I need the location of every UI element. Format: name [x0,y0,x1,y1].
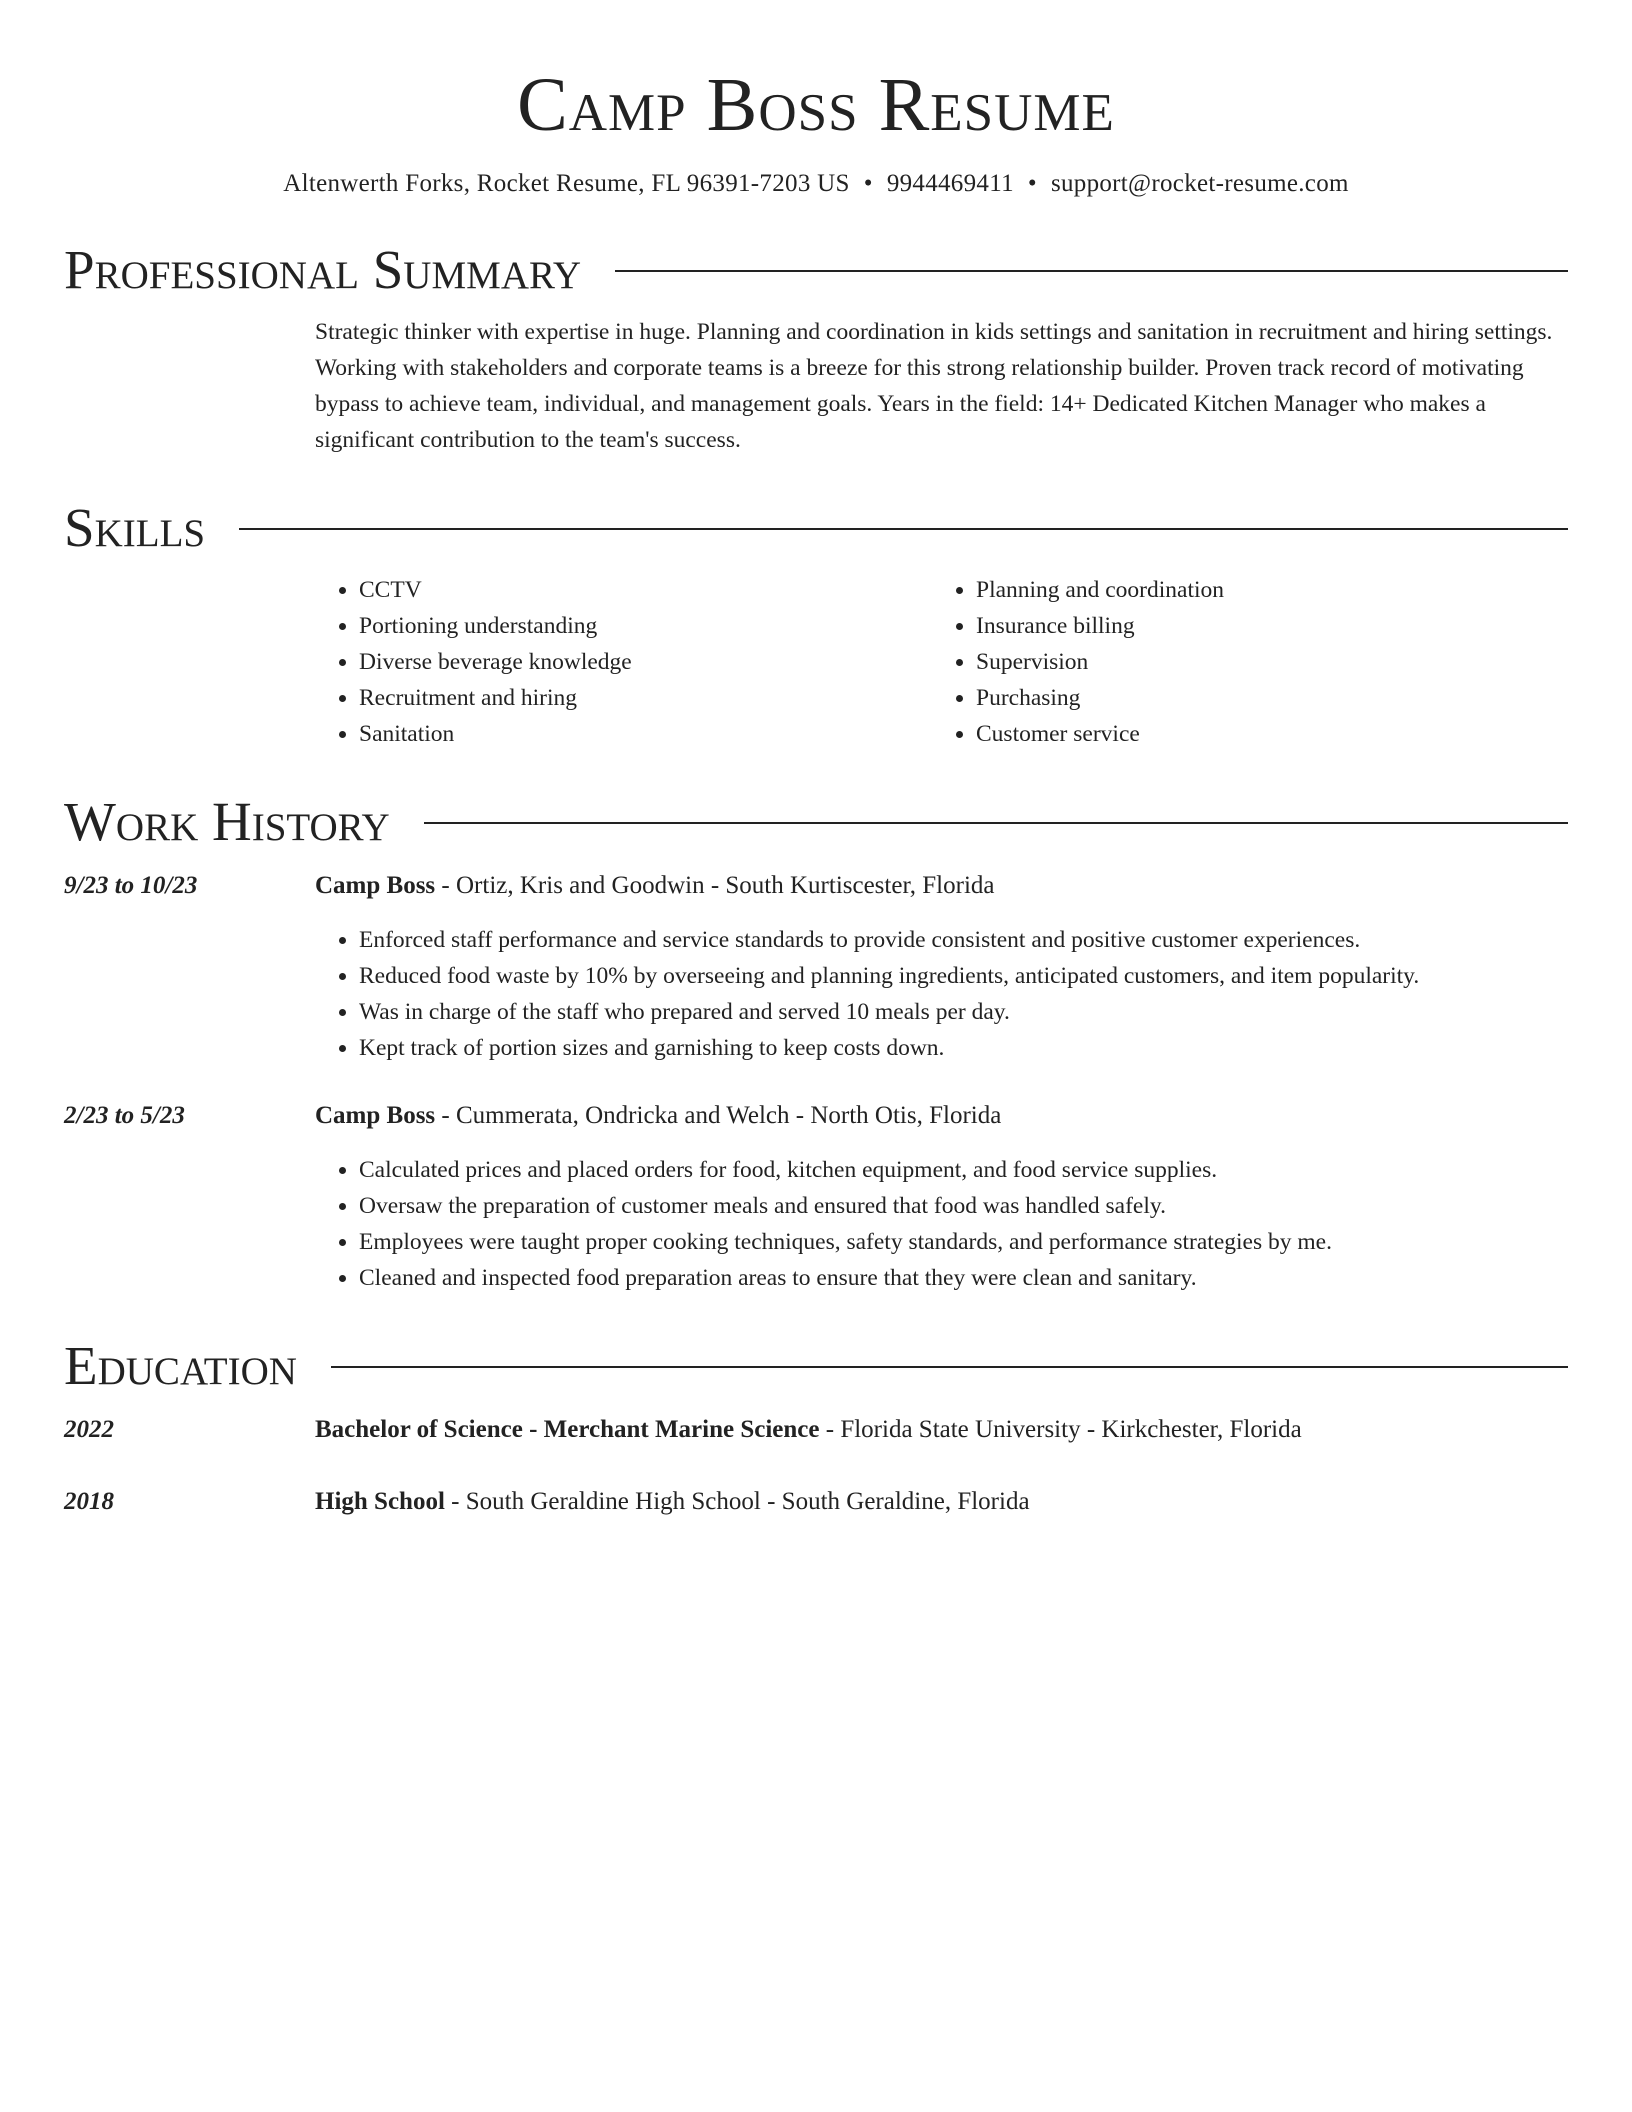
job-bullets [315,1152,1568,1296]
education-degree: Bachelor of Science - Merchant Marine Science [315,1416,820,1443]
summary-section-title: Professional Summary [64,239,582,300]
contact-line [64,168,1568,200]
skill-item: • Planning and coordination [976,572,1224,608]
job-header [64,868,1568,904]
summary-section-header [64,238,1568,302]
work-section-header [64,790,1568,854]
skill-item: • Diverse beverage knowledge [359,644,932,680]
skill-item: • CCTV [359,572,932,608]
section-divider [615,270,1568,272]
skill-item: • Purchasing [976,680,1224,716]
job-position: Camp Boss [315,872,436,899]
skill-item: • Supervision [976,644,1224,680]
section-divider [239,528,1568,530]
section-divider [331,1366,1568,1368]
job-bullet: • Reduced food waste by 10% by overseeing and planning ingredients, anticipated customers, and item popularity. [359,958,1568,994]
job-bullet: • Cleaned and inspected food preparation areas to ensure that they were clean and sanitary. [359,1260,1568,1296]
education-line [315,1484,1030,1520]
skills-list [315,572,1568,752]
education-year: 2022 [64,1416,114,1443]
job-dates: 2/23 to 5/23 [64,1102,185,1129]
education-entry [64,1412,1568,1448]
skills-column-1 [315,572,932,752]
contact-email: support@rocket-resume.com [1050,170,1349,197]
job-bullet: • Employees were taught proper cooking techniques, safety standards, and performance strategies by me. [359,1224,1568,1260]
skill-item: • Customer service [976,716,1224,752]
job-entry [64,868,1568,1066]
education-school: - South Geraldine High School - South Geraldine, Florida [444,1488,1030,1515]
skill-item: • Sanitation [359,716,932,752]
job-employer: - Ortiz, Kris and Goodwin - South Kurtiscester, Florida [435,872,995,899]
skills-column-2 [932,572,1224,752]
education-degree: High School [315,1488,445,1515]
resume-name: Camp Boss Resume [517,63,1115,147]
job-header [64,1098,1568,1134]
job-bullet: • Oversaw the preparation of customer meals and ensured that food was handled safely. [359,1188,1568,1224]
job-title-line [315,868,995,904]
education-year: 2018 [64,1488,114,1515]
work-section-title: Work History [64,791,390,852]
skill-item: • Insurance billing [976,608,1224,644]
job-title-line [315,1098,1001,1134]
job-position: Camp Boss [315,1102,436,1129]
job-dates: 9/23 to 10/23 [64,872,198,899]
job-bullet: • Calculated prices and placed orders for food, kitchen equipment, and food service supplies. [359,1152,1568,1188]
education-school: - Florida State University - Kirkchester, Florida [819,1416,1302,1443]
skill-item: • Portioning understanding [359,608,932,644]
summary-text: Strategic thinker with expertise in huge. Planning and coordination in kids settings and sanitation in recruitment and hiring settings. Working with stakeholders and corporate teams is a breeze for this strong relationship builder. Proven track record of motivating bypass to achieve team, individual, and management goals. Years in the field: 14+ Dedicated Kitchen Manager who makes a significant contribution to the team's success. [315,319,1553,453]
contact-address: Altenwerth Forks, Rocket Resume, FL 96391-7203 US [283,170,850,197]
skills-section-header [64,496,1568,560]
education-section-title: Education [64,1335,297,1396]
contact-separator: • [863,170,873,197]
job-bullets [315,922,1568,1066]
contact-phone: 9944469411 [886,170,1014,197]
job-employer: - Cummerata, Ondricka and Welch - North Otis, Florida [435,1102,1002,1129]
job-entry [64,1098,1568,1296]
section-divider [424,822,1568,824]
skill-item: • Recruitment and hiring [359,680,932,716]
skills-section-title: Skills [64,497,206,558]
education-line [315,1412,1302,1448]
education-section-header [64,1334,1568,1398]
education-entry [64,1484,1568,1520]
contact-separator: • [1027,170,1037,197]
job-bullet: • Kept track of portion sizes and garnishing to keep costs down. [359,1030,1568,1066]
job-bullet: • Enforced staff performance and service standards to provide consistent and positive customer experiences. [359,922,1568,958]
job-bullet: • Was in charge of the staff who prepared and served 10 meals per day. [359,994,1568,1030]
